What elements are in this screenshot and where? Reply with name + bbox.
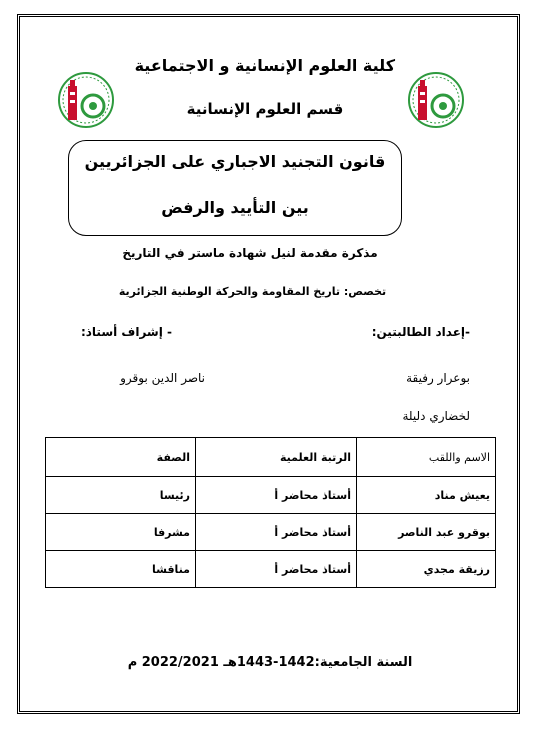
member-role: مناقشا — [46, 551, 196, 588]
supervisor-label: - إشراف أستاذ: — [80, 325, 172, 339]
header-role: الصفة — [46, 438, 196, 477]
faculty-name: كلية العلوم الإنسانية و الاجتماعية — [134, 56, 395, 75]
degree-note: مذكرة مقدمة لنيل شهادة ماستر في التاريخ — [122, 246, 378, 260]
member-role: رئيسا — [46, 477, 196, 514]
students-label: -إعداد الطالبتين: — [371, 325, 470, 339]
thesis-title-line1: قانون التجنيد الاجباري على الجزائريين — [84, 152, 386, 171]
supervisor-name: ناصر الدين بوقرو — [120, 371, 205, 385]
member-rank: أستاذ محاضر أ — [196, 551, 357, 588]
header-name: الاسم واللقب — [357, 438, 496, 477]
student-name-1: بوعرار رفيقة — [406, 371, 470, 385]
university-logo-right — [405, 70, 467, 128]
member-rank: أستاذ محاضر أ — [196, 514, 357, 551]
department-name: قسم العلوم الإنسانية — [186, 100, 344, 118]
member-rank: أستاذ محاضر أ — [196, 477, 357, 514]
specialization: تخصص: تاريخ المقاومة والحركة الوطنية الجزائرية — [118, 285, 387, 298]
member-name: بوقرو عبد الناصر — [357, 514, 496, 551]
table-row — [46, 477, 496, 514]
table-header-row — [46, 438, 496, 477]
member-name: يعيش مناد — [357, 477, 496, 514]
table-row — [46, 551, 496, 588]
student-name-2: لخضاري دليلة — [402, 409, 470, 423]
member-name: رزيقة مجدي — [357, 551, 496, 588]
university-logo-left — [55, 70, 117, 128]
academic-year: السنة الجامعية:1442-1443هـ 2022/2021 م — [127, 655, 413, 670]
committee-table — [45, 437, 496, 588]
thesis-title-line2: بين التأييد والرفض — [161, 198, 309, 217]
header-rank: الرتبة العلمية — [196, 438, 357, 477]
table-row — [46, 514, 496, 551]
member-role: مشرفا — [46, 514, 196, 551]
